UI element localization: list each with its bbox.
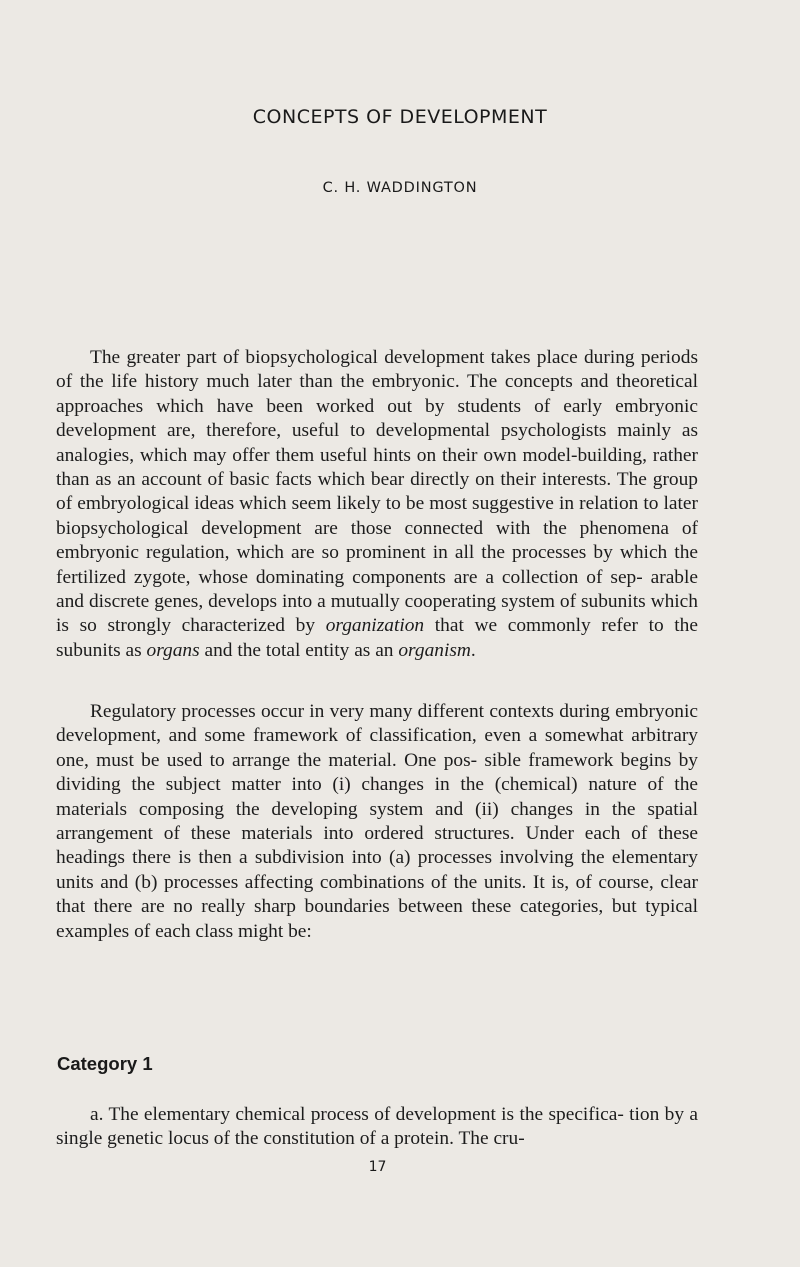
- emphasis-organism: organism: [398, 639, 471, 661]
- paragraph-1-text-b: that we commonly refer to the subunits as: [56, 615, 698, 661]
- paragraph-1-text-d: .: [470, 639, 476, 661]
- paragraph-1-text-c: and the total entity as an: [199, 639, 399, 661]
- paragraph-1-text-a: The greater part of biopsychological development takes place during periods of the life history much later than the embryonic. The concepts and theoretical approaches which have been worked out by students of early embryonic development are, therefore, useful to developmental psychologists mainly as analogies, which may offer them useful hints on their own model-building, rather than as an account of basic facts which bear directly on their interests. The group of embryological ideas which seem likely to be most suggestive in relation to later biopsychological development are those connected with the phenomena of embryonic regulation, which are so prominent in all the processes by which the fertilized zygote, whose dominating components are a collection of sep- arable and discrete genes, develops into a mutually cooperating system of subunits which is so strongly characterized by: [56, 347, 698, 637]
- paragraph-2: Regulatory processes occur in very many different contexts during embryonic development, and some framework of classification, even a somewhat arbitrary one, must be used to arrange the material. One pos- sible framework begins by dividing the subject matter into (i) changes in the (chemical) nature of the materials composing the developing system and (ii) changes in the spatial arrangement of these materials into ordered structures. Under each of these headings there is then a subdivision into (a) processes involving the elementary units and (b) processes affecting combinations of the units. It is, of course, clear that there are no really sharp boundaries between these categories, but typical examples of each class might be:: [56, 701, 698, 942]
- paragraph-3: a. The elementary chemical process of development is the specifica- tion by a single genetic locus of the constitution of a protein. The cru-: [56, 1104, 698, 1150]
- author-name: C. H. WADDINGTON: [322, 180, 478, 196]
- section-heading: Category 1: [57, 1053, 153, 1074]
- emphasis-organs: organs: [146, 639, 200, 661]
- emphasis-organization: organization: [325, 615, 425, 637]
- page-number: 17: [368, 1159, 387, 1175]
- paragraph-1: [56, 346, 698, 663]
- chapter-title: CONCEPTS OF DEVELOPMENT: [252, 106, 548, 128]
